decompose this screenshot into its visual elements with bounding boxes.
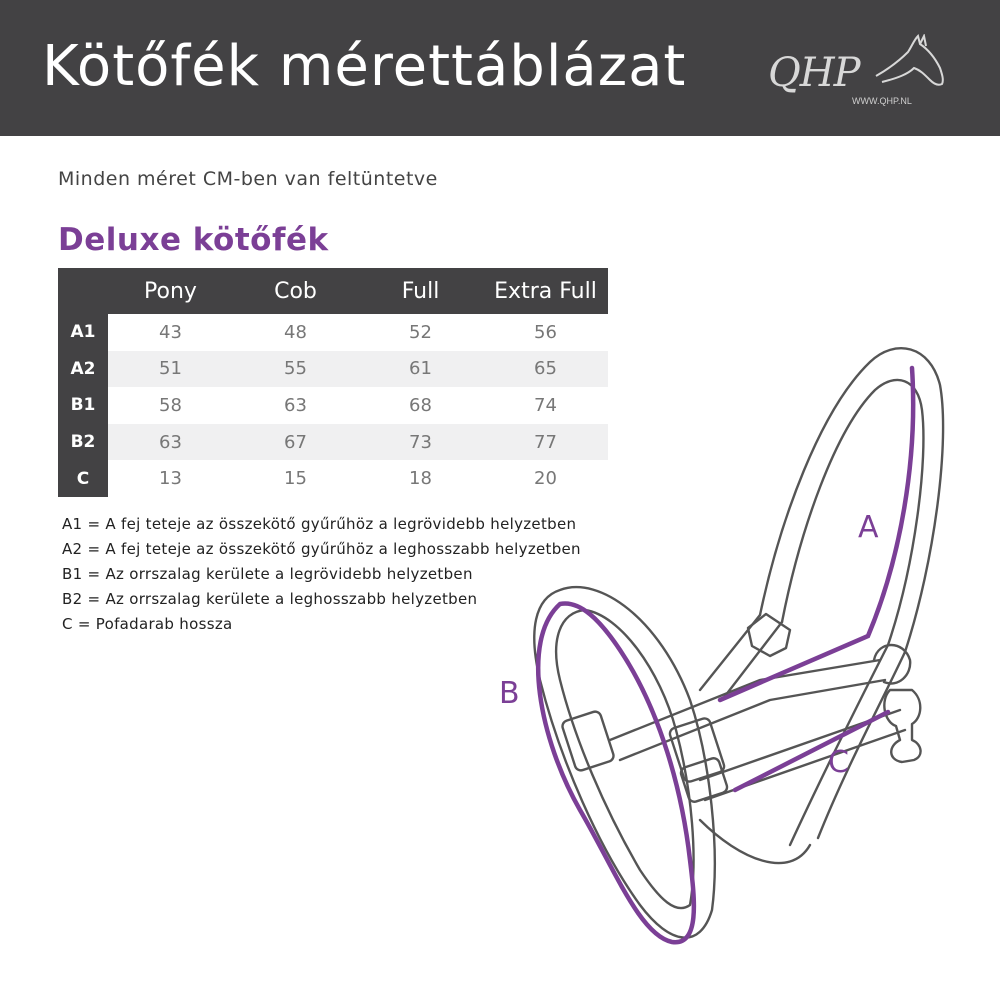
crown-strap <box>760 348 943 652</box>
label-b: B <box>499 676 520 711</box>
legend-item: A1 = A fej teteje az összekötő gyűrűhöz a legrövidebb helyzetben <box>62 515 577 533</box>
table-header-cell: Pony <box>108 268 233 314</box>
section-title: Deluxe kötőfék <box>58 222 329 258</box>
halter-diagram <box>490 340 960 960</box>
table-cell: 43 <box>159 321 182 343</box>
legend-item: B2 = Az orrszalag kerülete a leghosszabb helyzetben <box>62 590 478 608</box>
horse-head-icon <box>868 34 948 98</box>
table-cell: 63 <box>284 394 307 416</box>
measure-line-c <box>735 712 888 790</box>
noseband-outer <box>534 587 714 937</box>
logo-url: WWW.QHP.NL <box>852 96 912 106</box>
measure-line-b <box>538 603 694 942</box>
table-cell: 65 <box>483 351 608 388</box>
table-cell: 55 <box>233 351 358 388</box>
legend-item: C = Pofadarab hossza <box>62 615 233 633</box>
table-cell: 77 <box>483 424 608 461</box>
row-label: A2 <box>58 351 108 388</box>
units-note: Minden méret CM-ben van feltüntetve <box>58 168 438 190</box>
legend-item: A2 = A fej teteje az összekötő gyűrűhöz a leghosszabb helyzetben <box>62 540 581 558</box>
table-cell: 56 <box>534 321 557 343</box>
table-cell: 18 <box>409 468 432 490</box>
table-cell: 74 <box>534 394 557 416</box>
label-a: A <box>858 510 879 545</box>
table-cell: 68 <box>409 394 432 416</box>
table-cell: 13 <box>159 468 182 490</box>
row-label: A1 <box>58 314 108 351</box>
table-header-row <box>58 268 608 314</box>
table-header-cell: Cob <box>233 268 358 314</box>
snap-clip <box>884 690 920 762</box>
logo-text: QHP <box>768 50 860 96</box>
lower-strap <box>700 820 810 863</box>
table-header-cell: Full <box>358 268 483 314</box>
legend-item: B1 = Az orrszalag kerülete a legrövidebb helyzetben <box>62 565 473 583</box>
table-cell: 63 <box>108 424 233 461</box>
table-cell: 73 <box>358 424 483 461</box>
row-label: B2 <box>58 424 108 461</box>
table-cell: 20 <box>534 468 557 490</box>
row-label: C <box>58 460 108 497</box>
table-cell: 15 <box>284 468 307 490</box>
label-c: C <box>828 745 849 780</box>
table-cell: 67 <box>233 424 358 461</box>
qhp-logo <box>768 34 948 114</box>
table-cell: 51 <box>108 351 233 388</box>
page-title: Kötőfék mérettáblázat <box>42 34 687 99</box>
table-cell: 61 <box>358 351 483 388</box>
header-bar <box>0 0 1000 136</box>
table-cell: 48 <box>284 321 307 343</box>
table-cell: 58 <box>159 394 182 416</box>
row-label: B1 <box>58 387 108 424</box>
table-header-cell <box>58 268 108 314</box>
table-header-cell: Extra Full <box>483 268 608 314</box>
table-cell: 52 <box>409 321 432 343</box>
